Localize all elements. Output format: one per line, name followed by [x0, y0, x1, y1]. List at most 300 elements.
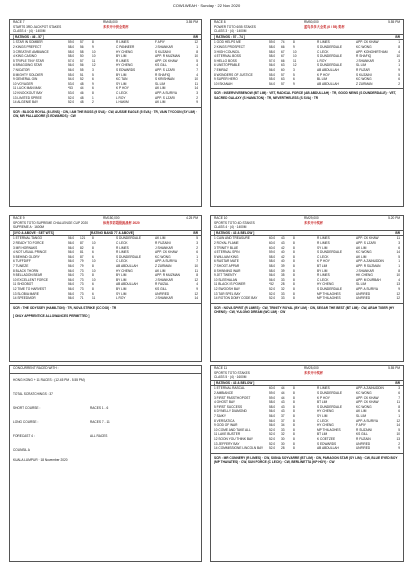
runner-barrier: 12 [396, 418, 400, 423]
runner-draw: 8 [293, 250, 295, 255]
runner-jockey: R LIMES [317, 386, 330, 391]
runner-trainer: UNFIRED [356, 296, 371, 301]
runner-jockey: SY LIM [317, 413, 328, 418]
runner-trainer: AK LIM [155, 86, 166, 91]
race-name: STARTS 3RD JACKPOT STAKES [13, 24, 62, 29]
runner-weight: 56.0 [68, 240, 75, 245]
runner-jockey: R LIMES [317, 240, 330, 245]
runner-draw: 8 [92, 263, 94, 268]
runner-barrier: 5 [398, 427, 400, 432]
runner-jockey: HY CHENG [317, 282, 334, 287]
runner-name: 3 TRINITY BLUE [214, 245, 239, 250]
runner-weight: *53 [68, 86, 73, 91]
runner-rating: 44 [80, 86, 84, 91]
runner-trainer: F APIY [155, 40, 165, 45]
runner-weight: 56.0 [68, 236, 75, 241]
runner-jockey: S DUNDERDALE [317, 404, 342, 409]
runner-jockey: HY CHENG [116, 49, 133, 54]
runner-jockey: C LECK [317, 254, 329, 259]
runner-barrier: 12 [396, 291, 400, 296]
race-time: 5.20 PM [388, 216, 400, 220]
runner-barrier: 3 [398, 240, 400, 245]
runner-draw: 8 [92, 40, 94, 45]
runner-weight: 57.0 [68, 58, 75, 63]
runner-draw: 8 [293, 413, 295, 418]
runner-row [10, 100, 201, 105]
scratchings: SCR : NOVA SPIRIT (R LIMES) · CW, TRINITY ROYAL (BY LIM) · CW, SEGAR THE BEST (BT LIM) · CW, ARAH TIGER (HY CHENG) · CW, YULONG DREAM (WC LIM) · CW [214, 305, 395, 315]
runner-weight: 58.0 [68, 54, 75, 59]
runner-barrier: 5 [196, 236, 198, 241]
race-number: RACE 11 [214, 366, 228, 370]
runner-barrier: 13 [396, 436, 400, 441]
runner-rating: 51 [80, 72, 84, 77]
runner-trainer: F APIY [356, 423, 366, 428]
runner-trainer: APP. S LZARI [155, 95, 175, 100]
runner-jockey: BY LIM [116, 273, 127, 278]
runner-jockey: S DUNDERDALE [116, 236, 141, 241]
runner-name: 1 GOD HELPS ME [214, 40, 241, 45]
runner-draw: 9 [293, 44, 295, 49]
runner-jockey: AB ABDULLAH [317, 67, 339, 72]
runner-weight: 56.0 [68, 291, 75, 296]
runner-weight: 56.0 [68, 273, 75, 278]
runner-rating: 57 [80, 40, 84, 45]
runner-name: 7 EMRAZ [214, 67, 228, 72]
runner-jockey: C PANNEER [116, 44, 135, 49]
runner-draw: 10 [293, 49, 297, 54]
runner-weight: 58.0 [269, 54, 276, 59]
runner-name: 4 ETERNAL SPIN [214, 250, 240, 255]
runner-draw: 8 [293, 259, 295, 264]
runner-rating: 56 [80, 63, 84, 68]
runner-name: 2 KINGS PROSPECT [214, 44, 245, 49]
race-prize: RM150,000 [103, 216, 120, 220]
runner-draw: 10 [92, 49, 96, 54]
runner-rating: 43 [281, 404, 285, 409]
runner-jockey: SY LIM [317, 245, 328, 250]
runner-weight: 56.0 [269, 277, 276, 282]
runner-name: 7 NICATOR [13, 67, 30, 72]
runner-jockey: R LIMES [116, 58, 129, 63]
runner-jockey: S DUNDERDALE [317, 44, 342, 49]
runner-name: 5 BEHIND GLORY [13, 254, 40, 259]
runner-draw: 8 [293, 263, 295, 268]
runner-jockey: C LECK [116, 259, 128, 264]
runner-weight: 56.0 [68, 67, 75, 72]
runner-rating: 48 [80, 100, 84, 105]
race-name-row [211, 25, 403, 30]
runner-weight: 58.0 [269, 268, 276, 273]
runner-trainer: AK LIM [155, 236, 166, 241]
runner-barrier: 6 [398, 390, 400, 395]
runner-rating: 37 [281, 413, 285, 418]
runner-trainer: AK LIM [155, 100, 166, 105]
runner-trainer: AK LIM [356, 409, 367, 414]
runner-draw: 6 [92, 254, 94, 259]
runner-name: 2 KINGS PREFECT [13, 44, 42, 49]
runner-trainer: R FUZAIN [356, 436, 371, 441]
runner-weight: 56.0 [68, 277, 75, 282]
runner-barrier: 4 [398, 277, 400, 282]
runner-trainer: KC WONG [356, 77, 372, 82]
runner-rating: 48 [80, 81, 84, 86]
runner-draw: 10 [293, 54, 297, 59]
race-time: 4.25 PM [186, 216, 198, 220]
runner-jockey: SY LIM [116, 291, 127, 296]
runner-rating: 55 [80, 67, 84, 72]
runner-rating: 87 [80, 240, 84, 245]
runner-trainer: KC WONG [356, 390, 372, 395]
runner-name: 2 ROYAL FLAME [214, 240, 239, 245]
runner-weight: 52.0 [269, 436, 276, 441]
runner-weight: 58.0 [269, 259, 276, 264]
runner-barrier: 4 [196, 72, 198, 77]
race-class: CLASS 4 · (4) · 1400M [214, 225, 247, 230]
runner-barrier: 13 [396, 282, 400, 287]
runner-draw: 8 [92, 245, 94, 250]
ratings-bar [211, 34, 403, 41]
summary-value: RACES 1 - 6 [90, 405, 109, 410]
runner-name: 7 SHOOT APPAR [214, 263, 240, 268]
runner-barrier: 14 [194, 296, 198, 301]
runner-barrier: 14 [396, 250, 400, 255]
race-chinese-name: 多多开中奖杯 [304, 220, 324, 225]
runner-trainer: APP. KONGHIRTHAM [356, 49, 388, 54]
runner-jockey: MP THILAGHES [317, 296, 341, 301]
race-chinese-name: 多多开中奖杯 [304, 370, 324, 375]
summary-title: CONCURRENT RACED WITH : [13, 366, 59, 370]
summary-value: RACES 7 - 11 [90, 419, 110, 424]
runner-trainer: SL LIM [356, 63, 366, 68]
runner-trainer: APP. A ZAINUDDIN [356, 259, 384, 264]
runner-rating: 52 [80, 77, 84, 82]
runner-trainer: APP. CK KHAW [155, 58, 178, 63]
runner-rating: 33 [281, 277, 285, 282]
runner-trainer: APP. S LZARI [356, 240, 376, 245]
ratings-bar [10, 230, 201, 237]
runner-rating: 43 [281, 409, 285, 414]
runner-name: 13 LIMITED SPREE [13, 95, 42, 100]
summary-label: HONG KONG + 11 RACES : (12.45 PM - 5.55 PM) [13, 377, 85, 382]
runner-draw: 5 [92, 72, 94, 77]
runner-trainer: S KUZAINI [155, 49, 171, 54]
race-number: RACE 7 [13, 20, 25, 24]
runner-weight: 60.0 [269, 240, 276, 245]
runner-name: 11 SHOOBOT [13, 282, 34, 287]
runner-trainer: KC WONG [155, 254, 171, 259]
page-header: COW1WEAH · Sunday · 22 Nov 2020 [172, 3, 241, 8]
runner-jockey: BY LIM [317, 268, 328, 273]
runner-barrier: 9 [398, 67, 400, 72]
runner-rating: 57 [80, 58, 84, 63]
runner-trainer: APP. CK KHAW [356, 40, 379, 45]
runner-name: 4 KING CASINO [13, 54, 37, 59]
runner-jockey: BY LIM [116, 54, 127, 59]
race-panel [210, 215, 404, 362]
runner-draw: 8 [293, 286, 295, 291]
runner-draw: 8 [293, 386, 295, 391]
runner-draw: 6 [92, 291, 94, 296]
ratings-bar [10, 34, 201, 41]
runner-rating: 40 [281, 250, 285, 255]
runner-rating: 121 [80, 236, 86, 241]
runner-rating: 43 [281, 236, 285, 241]
runner-barrier: 3 [196, 90, 198, 95]
runner-draw: 6 [92, 77, 94, 82]
summary-row [10, 430, 201, 444]
runner-barrier: 2 [398, 81, 400, 86]
runner-name: 13 TAR SPEL BAY [214, 291, 241, 296]
runner-jockey: R LIMES [317, 273, 330, 278]
runner-name: 12 TIME TO HARVEST [13, 286, 47, 291]
runner-jockey: R LIMES [317, 236, 330, 241]
runner-trainer: S KUZAINI [356, 72, 372, 77]
runner-weight: 55.0 [269, 72, 276, 77]
runner-weight: 58.0 [269, 404, 276, 409]
race-class: CLASS 4 · (4) · 1400M [13, 29, 46, 34]
runner-weight: 55.0 [68, 72, 75, 77]
runner-jockey: BY LIM [116, 277, 127, 282]
runner-jockey: KC TAN [116, 77, 128, 82]
runner-rating: 74 [281, 40, 285, 45]
runner-barrier: 1 [398, 63, 400, 68]
summary-row [10, 444, 201, 458]
runner-name: 5 WILLIAM KING [214, 254, 239, 259]
race-number: RACE 9 [13, 216, 25, 220]
runner-barrier: 9 [196, 286, 198, 291]
runner-draw: 6 [293, 77, 295, 82]
runner-draw: 6 [92, 86, 94, 91]
runner-weight: 52.0 [269, 432, 276, 437]
runner-draw: 3 [92, 67, 94, 72]
runner-rating: 73 [80, 268, 84, 273]
runner-name: 3 CREATIVE AMBIANCE [13, 49, 49, 54]
runner-barrier: 1 [398, 40, 400, 45]
runner-weight: 56.0 [68, 63, 75, 68]
summary-row [10, 388, 201, 402]
runner-weight: 56.0 [68, 282, 75, 287]
runner-weight: 52.0 [269, 427, 276, 432]
runner-draw: 10 [92, 277, 96, 282]
runner-barrier: 14 [396, 423, 400, 428]
runner-rating: 71 [80, 296, 84, 301]
race-time: 5.55 PM [388, 20, 400, 24]
runner-rating: 57 [281, 72, 285, 77]
summary-label: COUNSIL A [13, 447, 30, 452]
runner-name: 4 ETERNAL BOSS [214, 54, 241, 59]
runner-name: 1 ETERNAL RASCAL [214, 386, 245, 391]
runner-weight: 58.0 [269, 263, 276, 268]
runner-barrier: 1 [196, 44, 198, 49]
runner-rating: 63 [281, 63, 285, 68]
race-panel [210, 365, 404, 562]
runner-barrier: 8 [398, 268, 400, 273]
runner-name: 13 JEFFERY BAY [214, 441, 240, 446]
runner-rating: 67 [281, 49, 285, 54]
runner-jockey: L ROY [116, 95, 126, 100]
runner-barrier: 2 [196, 95, 198, 100]
runner-trainer: R FUZAINI [155, 240, 171, 245]
runner-barrier: 6 [196, 250, 198, 255]
race-name-row [211, 371, 403, 376]
runner-jockey: HY CHENG [116, 268, 133, 273]
runner-weight: 59.0 [269, 40, 276, 45]
runner-weight: 56.0 [68, 254, 75, 259]
runner-trainer: J SHANKAR [155, 296, 173, 301]
runner-trainer: UNFIRED [356, 446, 371, 451]
runner-rating: 40 [281, 259, 285, 264]
runner-jockey: HY CHENG [317, 423, 334, 428]
runner-weight: 56.0 [68, 263, 75, 268]
race-class: CLASS 5 · (4) · 1600M [214, 375, 247, 380]
runner-jockey: BT LIM [317, 400, 328, 405]
runner-trainer: J SHANKAR [155, 245, 173, 250]
runner-weight: 52.0 [269, 286, 276, 291]
runner-jockey: K P HOY [317, 259, 330, 264]
runner-trainer: APP. R SUZMAN [356, 263, 381, 268]
runner-name: 2 AMBIANCE [214, 390, 234, 395]
runner-name: 6 TUFFDIFF [13, 259, 31, 264]
race-name-row [10, 221, 201, 226]
runner-barrier: 11 [396, 236, 400, 241]
runner-name: 8 WONDERS OF JUSTICE [214, 72, 253, 77]
summary-row [10, 402, 201, 416]
runner-barrier: 6 [398, 409, 400, 414]
runner-draw: 10 [92, 240, 96, 245]
runner-barrier: 1 [196, 254, 198, 259]
runner-rating: 44 [281, 390, 285, 395]
runner-name: 13 SLOBIA MARE [13, 291, 39, 296]
runner-weight: 55.0 [269, 77, 276, 82]
runner-weight: 58.0 [269, 49, 276, 54]
runner-name: 9 JET TWENTY [214, 273, 237, 278]
runner-rating: 50 [80, 54, 84, 59]
runner-draw: 8 [293, 296, 295, 301]
runner-draw: 8 [293, 390, 295, 395]
runner-weight: 53.0 [68, 81, 75, 86]
runner-row [211, 82, 403, 87]
runner-weight: 59.0 [269, 395, 276, 400]
runner-barrier: 1 [398, 259, 400, 264]
ratings-bar [211, 380, 403, 387]
runner-draw: 8 [92, 273, 94, 278]
runner-trainer: R SUZAINI [356, 427, 372, 432]
runner-weight: 56.0 [269, 273, 276, 278]
runner-draw: 11 [293, 58, 297, 63]
runner-name: 2 READY TO FORCE [13, 240, 44, 245]
runner-rating: 63 [281, 77, 285, 82]
runner-name: 3 HIGH COUNCIL [214, 49, 240, 54]
runner-barrier: 9 [398, 446, 400, 451]
runner-name: 5 FIRST SUCCESS [214, 404, 243, 409]
runner-jockey: S DUNDERDALE [317, 286, 342, 291]
runner-rating: 37 [281, 418, 285, 423]
runner-trainer: APP. A SURIYA [356, 418, 379, 423]
runner-draw: 8 [293, 282, 295, 287]
runner-jockey: C LECK [317, 418, 329, 423]
runner-barrier: 8 [398, 404, 400, 409]
runner-trainer: AK LIM [356, 254, 367, 259]
runner-name: 9 GENERAL GIN [13, 77, 38, 82]
runner-trainer: S KRISHNAN [155, 77, 175, 82]
runner-rating: 73 [80, 273, 84, 278]
race-name: SPORTS TOTO 4D STAKES [214, 220, 255, 225]
runner-weight: 58.0 [269, 254, 276, 259]
race-name-row [10, 25, 201, 30]
runner-trainer: Z ZURMAN [356, 81, 373, 86]
runner-jockey: BT LIM [317, 263, 328, 268]
runner-weight: 56.0 [269, 63, 276, 68]
summary-label: LONG COURSE : [13, 419, 39, 424]
runner-jockey: K COETZEE [317, 436, 336, 441]
runner-row [211, 296, 403, 301]
runner-row [211, 446, 403, 451]
summary-label: FORECAST 4 : [13, 433, 35, 438]
runner-draw: 8 [293, 409, 295, 414]
runner-trainer: APP. CK KHAW [356, 236, 379, 241]
runner-draw: 12 [92, 63, 96, 68]
runner-weight: 56.0 [68, 296, 75, 301]
runner-trainer: J SHANKAR [356, 268, 374, 273]
runner-rating: 44 [281, 386, 285, 391]
runner-barrier: 10 [396, 273, 400, 278]
runner-weight: 59.0 [68, 40, 75, 45]
runner-rating: 43 [281, 240, 285, 245]
summary-value: ALL RACES [90, 433, 108, 438]
runner-name: 11 LAKE BUSTER [214, 432, 241, 437]
runner-trainer: KC WONG [356, 404, 372, 409]
runner-trainer: APP. A SURIYA [155, 259, 178, 264]
runner-barrier: 11 [194, 81, 198, 86]
runner-jockey: R LIMES [116, 250, 129, 255]
race-name: SPORTS TOTO STAKES [214, 370, 250, 375]
runner-name: 11 BLACK IS POWER [214, 282, 246, 287]
runner-name: 10 COME AND TAKE ALL [214, 427, 251, 432]
runner-name: 4 NOT USUAL PRINCE [13, 250, 47, 255]
runner-draw: 9 [293, 81, 295, 86]
runner-weight: 56.0 [68, 286, 75, 291]
runner-trainer: KC WONG [356, 44, 372, 49]
runner-trainer: AK LIM [155, 268, 166, 273]
runner-name: 8 VERSATICA [214, 418, 235, 423]
runner-rating: 81 [80, 250, 84, 255]
runner-jockey: S DUNDERDALE [317, 250, 342, 255]
runner-name: 10 VOYAGER [13, 81, 33, 86]
runner-name: 9 BELLADON BEAR [13, 273, 43, 278]
runner-rating: 42 [281, 254, 285, 259]
runner-rating: 28 [281, 282, 285, 287]
runner-barrier: 4 [196, 282, 198, 287]
runner-rating: 35 [281, 273, 285, 278]
runner-barrier: 11 [194, 268, 198, 273]
runner-jockey: R LIMES [116, 245, 129, 250]
runner-barrier: 1 [398, 413, 400, 418]
runner-name: 9 SUPER HERO [214, 77, 238, 82]
runner-draw: 8 [293, 277, 295, 282]
runner-draw: 8 [293, 254, 295, 259]
runner-jockey: MP THILAGHES [317, 291, 341, 296]
summary-footer: KUALA LUMPUR · 18 November 2020 [13, 457, 68, 462]
race-class: SUPREME A · 1600M [13, 225, 45, 230]
runner-trainer: R FAIZAL [155, 282, 169, 287]
runner-draw: 8 [293, 395, 295, 400]
race-name: POWER TOTO 6/55 STAKES [214, 24, 256, 29]
runner-jockey: K P HOY [317, 395, 330, 400]
runner-barrier: 4 [398, 49, 400, 54]
runner-name: 1 ETERNAL TANGO [13, 236, 43, 241]
runner-name: 6 DYNELLY DIAMOND [214, 409, 247, 414]
runner-name: 4 GHOST BAY [214, 400, 235, 405]
